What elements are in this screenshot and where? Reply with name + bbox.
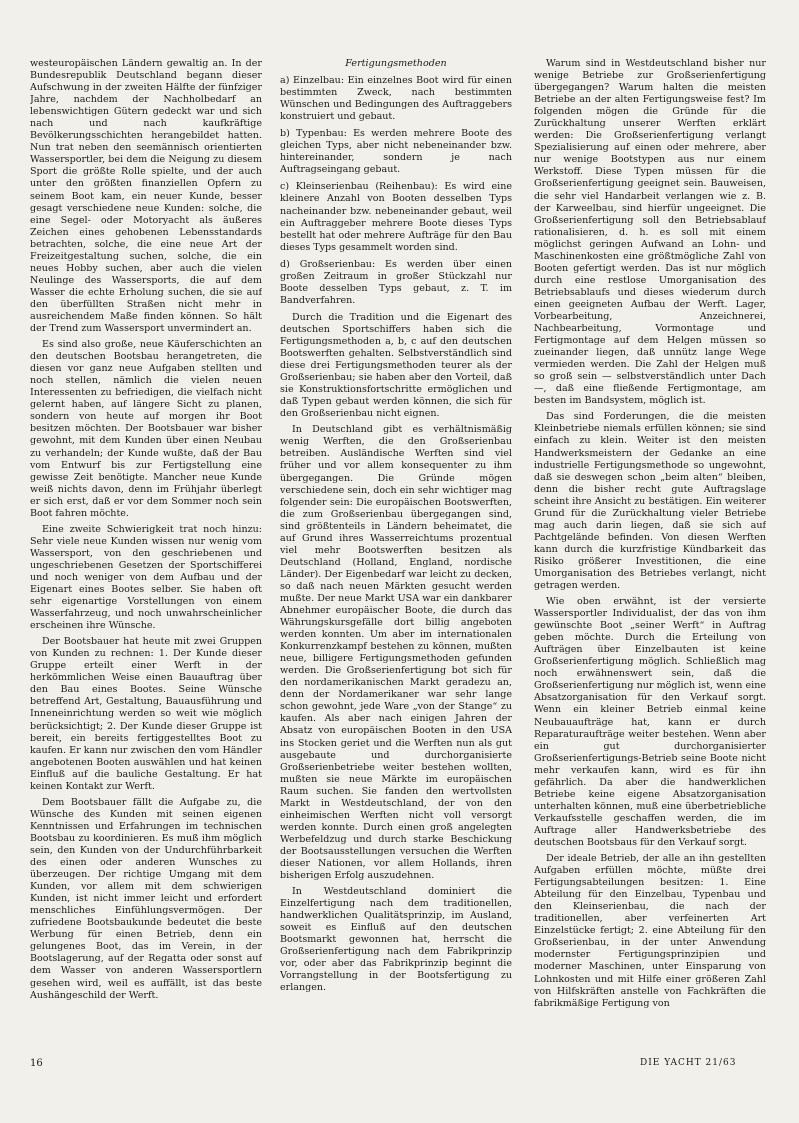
article-page — [30, 58, 772, 1088]
magazine-issue: DIE YACHT 21/63 — [640, 1058, 737, 1068]
paragraph: Dem Bootsbauer fällt die Aufgabe zu, die Wünsche des Kunden mit seinen eigenen Kenntnissen und Erfahrungen im technischen Bootsbau zu koordinieren. Es muß ihm möglich sein, den Kunden von der Undurchführbarkeit des einen oder anderen Wunsches zu überzeugen. Der richtige Umgang mit dem Kunden, vor allem mit dem schwierigen Kunden, ist nicht immer leicht und erfordert menschliches Einfühlungsvermögen. Der zufriedene Bootsbaukunde bedeutet die beste Werbung für einen Betrieb, denn ein gelungenes Boot, das im Verein, in der Bootslagerung, auf der Regatta oder sonst auf dem Wasser von anderen Wassersportlern gesehen wird, weil es auffällt, ist das beste Aushängeschild der Werft. — [30, 796, 262, 1001]
paragraph: Eine zweite Schwierigkeit trat noch hinzu: Sehr viele neue Kunden wissen nur wenig vom Wassersport, von den geschriebenen und ungeschriebenen Gesetzen der Sportschifferei und noch weniger von dem Aufbau und der Eigenart eines Bootes selber. Sie haben oft sehr eigenartige Vorstellungen von einem Wasserfahrzeug, und noch unwahrscheinlicher erscheinen ihre Wünsche. — [30, 523, 262, 632]
method-item: d) Großserienbau: Es werden über einen großen Zeitraum in großer Stückzahl nur Boote desselben Typs gebaut, z. T. im Bandverfahren. — [280, 258, 512, 306]
method-item: b) Typenbau: Es werden mehrere Boote des gleichen Typs, aber nicht nebeneinander bzw. hintereinander, sondern je nach Auftragseingang gebaut. — [280, 128, 512, 176]
paragraph: Der Bootsbauer hat heute mit zwei Gruppen von Kunden zu rechnen: 1. Der Kunde dieser Gruppe erteilt einer Werft in der herkömmlichen Weise einen Bauauftrag über den Bau eines Bootes. Seine Wünsche betreffend Art, Gestaltung, Bauausführung und Inneneinrichtung werden so weit wie möglich berücksichtigt; 2. Der Kunde dieser Gruppe ist bereit, ein bereits fertiggestelltes Boot zu kaufen. Er kann nur zwischen den vom Händler angebotenen Booten auswählen und hat keinen Einfluß auf die bauliche Gestaltung. Er hat keinen Kontakt zur Werft. — [30, 636, 262, 792]
page-number: 16 — [30, 1058, 43, 1069]
paragraph: In Westdeutschland dominiert die Einzelfertigung nach dem traditionellen, handwerklichen Qualitätsprinzip, im Ausland, soweit es Einfluß auf den deutschen Bootsmarkt gewonnen hat, herrscht die Großserienfertigung nach dem Fabrikprinzip vor, oder aber das Fabrikprinzip beginnt die Vorrangstellung in der Bootsfertigung zu erlangen. — [280, 886, 512, 994]
text-column-right — [534, 58, 766, 1053]
method-item: a) Einzelbau: Ein einzelnes Boot wird für einen bestimmten Zweck, nach bestimmten Wünschen und Bedingungen des Auftraggebers konstruiert und gebaut. — [280, 75, 512, 123]
paragraph: Das sind Forderungen, die die meisten Kleinbetriebe niemals erfüllen können; sie sind einfach zu klein. Weiter ist den meisten Handwerksmeistern der Gedanke an eine industrielle Fertigungsmethode so ungewohnt, daß sie deswegen schon „beim alten“ bleiben, denn die bisher recht gute Auftragslage scheint ihre Ansicht zu bestätigen. Ein weiterer Grund für die Zurückhaltung vieler Betriebe mag auch darin liegen, daß sie sich auf Pachtgelände befinden. Von diesen Werften kann durch die kurzfristige Kündbarkeit das Risiko größerer Investitionen, die eine Umorganisation des Betriebes verlangt, nicht getragen werden. — [534, 411, 766, 592]
paragraph: Warum sind in Westdeutschland bisher nur wenige Betriebe zur Großserienfertigung übergegangen? Warum halten die meisten Betriebe an der alten Fertigungsweise fest? Im folgenden mögen die Gründe für die Zurückhaltung unserer Werften erklärt werden: Die Großserienfertigung verlangt Spezialisierung auf einen oder mehrere, aber nur wenige Bootstypen aus nur einem Werkstoff. Diese Typen müssen für die Großserienfertigung geeignet sein. Bauweisen, die sehr viel Handarbeit verlangen wie z. B. der Karweelbau, sind hierfür ungeeignet. Die Großserienfertigung soll den Betriebsablauf rationalisieren, d. h. es soll mit einem möglichst geringen Aufwand an Lohn- und Maschinenkosten eine größtmögliche Zahl von Booten gefertigt werden. Das ist nur möglich durch eine restlose Umorganisation des Betriebsablaufs und dieses wiederum durch einen geeigneten Aufbau der Werft. Lager, Vorbearbeitung, Anzeichnerei, Nachbearbeitung, Vormontage und Fertigmontage auf dem Helgen müssen so zueinander liegen, daß unnütz lange Wege vermieden werden. Die Zahl der Helgen muß so groß sein — selbstverständlich unter Dach —, daß eine fließende Fertigmontage, am besten im Bandsystem, möglich ist. — [534, 58, 766, 407]
paragraph: In Deutschland gibt es verhältnismäßig wenig Werften, die den Großserienbau betreiben. Ausländische Werften sind viel früher und vor allem konsequenter zu ihm übergegangen. Die Gründe mögen verschiedene sein, doch ein sehr wichtiger mag folgender sein: Die europäischen Bootswerften, die zum Großserienbau übergegangen sind, sind größtenteils in Ländern beheimatet, die auf Grund ihres Wasserreichtums prozentual viel mehr Bootswerften besitzen als Deutschland (Holland, England, nordische Länder). Der Eigenbedarf war leicht zu decken, so daß nach neuen Märkten gesucht werden mußte. Der neue Markt USA war ein dankbarer Abnehmer europäischer Boote, die durch das Währungskursgefälle dort billig angeboten werden konnten. Um aber im internationalen Konkurrenzkampf bestehen zu können, mußten neue, billigere Fertigungsmethoden gefunden werden. Die Großserienfertigung bot sich für den nordamerikanischen Markt geradezu an, denn der Nordamerikaner war sehr lange schon gewohnt, jede Ware „von der Stange“ zu kaufen. Als aber nach einigen Jahren der Absatz von europäischen Booten in den USA ins Stocken geriet und die Werften nun als gut ausgebaute und durchorganisierte Großserienbetriebe weiter bestehen wollten, mußten sie neue Märkte im europäischen Raum suchen. Sie fanden den wertvollsten Markt in Westdeutschland, der von den einheimischen Werften nicht voll versorgt werden konnte. Durch einen groß angelegten Werbefeldzug und durch starke Beschickung der Bootsausstellungen versuchen die Werften dieser Nationen, vor allem Hollands, ihren bisherigen Erfolg auszudehnen. — [280, 424, 512, 882]
method-item: c) Kleinserienbau (Reihenbau): Es wird eine kleinere Anzahl von Booten desselben Typs nacheinander bzw. nebeneinander gebaut, weil ein Auftraggeber mehrere Boote dieses Typs bestellt hat oder mehrere Aufträge für den Bau dieses Typs gesammelt worden sind. — [280, 181, 512, 253]
text-column-middle — [280, 58, 512, 1053]
paragraph: Durch die Tradition und die Eigenart des deutschen Sportschiffers haben sich die Fertigungsmethoden a, b, c auf den deutschen Bootswerften gehalten. Selbstverständlich sind diese drei Fertigungsmethoden teurer als der Großserienbau; sie haben aber den Vorteil, daß sie Konstruktionsfortschritte ermöglichen und daß Typen gebaut werden können, die sich für den Großserienbau nicht eignen. — [280, 311, 512, 420]
section-heading: Fertigungsmethoden — [345, 58, 447, 69]
paragraph: Wie oben erwähnt, ist der versierte Wassersportler Individualist, der das von ihm gewünschte Boot „seiner Werft“ in Auftrag geben möchte. Durch die Erteilung von Aufträgen über Einzelbauten ist keine Großserienfertigung möglich. Schließlich mag noch erwähnenswert sein, daß die Großserienfertigung nur möglich ist, wenn eine Absatzorganisation für den Verkauf sorgt. Wenn ein kleiner Betrieb einmal keine Neubauaufträge hat, kann er durch Reparaturaufträge weiter bestehen. Wenn aber ein gut durchorganisierter Großserienfertigungs-Betrieb seine Boote nicht mehr verkaufen kann, wird es für ihn gefährlich. Da aber die handwerklichen Betriebe keine eigene Absatzorganisation unterhalten können, muß eine überbetriebliche Verkaufsstelle geschaffen werden, die im Auftrage aller Handwerksbetriebe des deutschen Bootsbaus für den Verkauf sorgt. — [534, 596, 766, 848]
paragraph: Es sind also große, neue Käuferschichten an den deutschen Bootsbau herangetreten, die diesen vor ganz neue Aufgaben stellten und noch stellen, nämlich die vielen neuen Interessenten zu befriedigen, die vielfach nicht gelernt haben, auf längere Sicht zu planen, sondern von heute auf morgen ihr Boot besitzen möchten. Der Bootsbauer war bisher gewohnt, mit dem Kunden über einen Neubau zu verhandeln; der Kunde wußte, daß der Bau vom Entwurf bis zur Fertigstellung eine gewisse Zeit benötigte. Mancher neue Kunde weiß nichts davon, denn im Frühjahr überlegt er sich erst, daß er vor dem Sommer noch sein Boot fahren möchte. — [30, 339, 262, 519]
paragraph: westeuropäischen Ländern gewaltig an. In der Bundesrepublik Deutschland begann dieser Aufschwung in der zweiten Hälfte der fünfziger Jahre, nachdem der Nachholbedarf an lebenswichtigen Gütern gedeckt war und sich nach und nach kaufkräftige Bevölkerungsschichten herangebildet hatten. Nun trat neben den seemännisch orientierten Wassersportler, bei dem die Neigung zu diesem Sport die größte Rolle spielte, und der auch unter den größten finanziellen Opfern zu seinem Boot kam, ein neuer Kunde, besser gesagt verschiedene neue Kunden: solche, die eine Segel- oder Motoryacht als äußeres Zeichen eines gehobenen Lebensstandards betrachten, solche, die eine neue Art der Freizeitgestaltung suchen, solche, die ein neues Hobby suchen, aber auch die vielen Neulinge des Wassersports, die auf dem Wasser die echte Erholung suchen, die sie auf den überfüllten Straßen nicht mehr in ausreichendem Maße finden können. So hält der Trend zum Wassersport unvermindert an. — [30, 58, 262, 335]
text-column-left — [30, 58, 262, 1053]
paragraph: Der ideale Betrieb, der alle an ihn gestellten Aufgaben erfüllen möchte, müßte drei Fertigungsabteilungen besitzen: 1. Eine Abteilung für den Einzelbau, Typenbau und den Kleinserienbau, die nach der traditionellen, aber verfeinerten Art Einzelstücke fertigt; 2. eine Abteilung für den Großserienbau, in der unter Anwendung modernster Fertigungsprinzipien und moderner Maschinen, unter Einsparung von Lohnkosten und mit Hilfe einer größeren Zahl von Hilfskräften anstelle von Fachkräften die fabrikmäßige Fertigung von — [534, 853, 766, 1009]
